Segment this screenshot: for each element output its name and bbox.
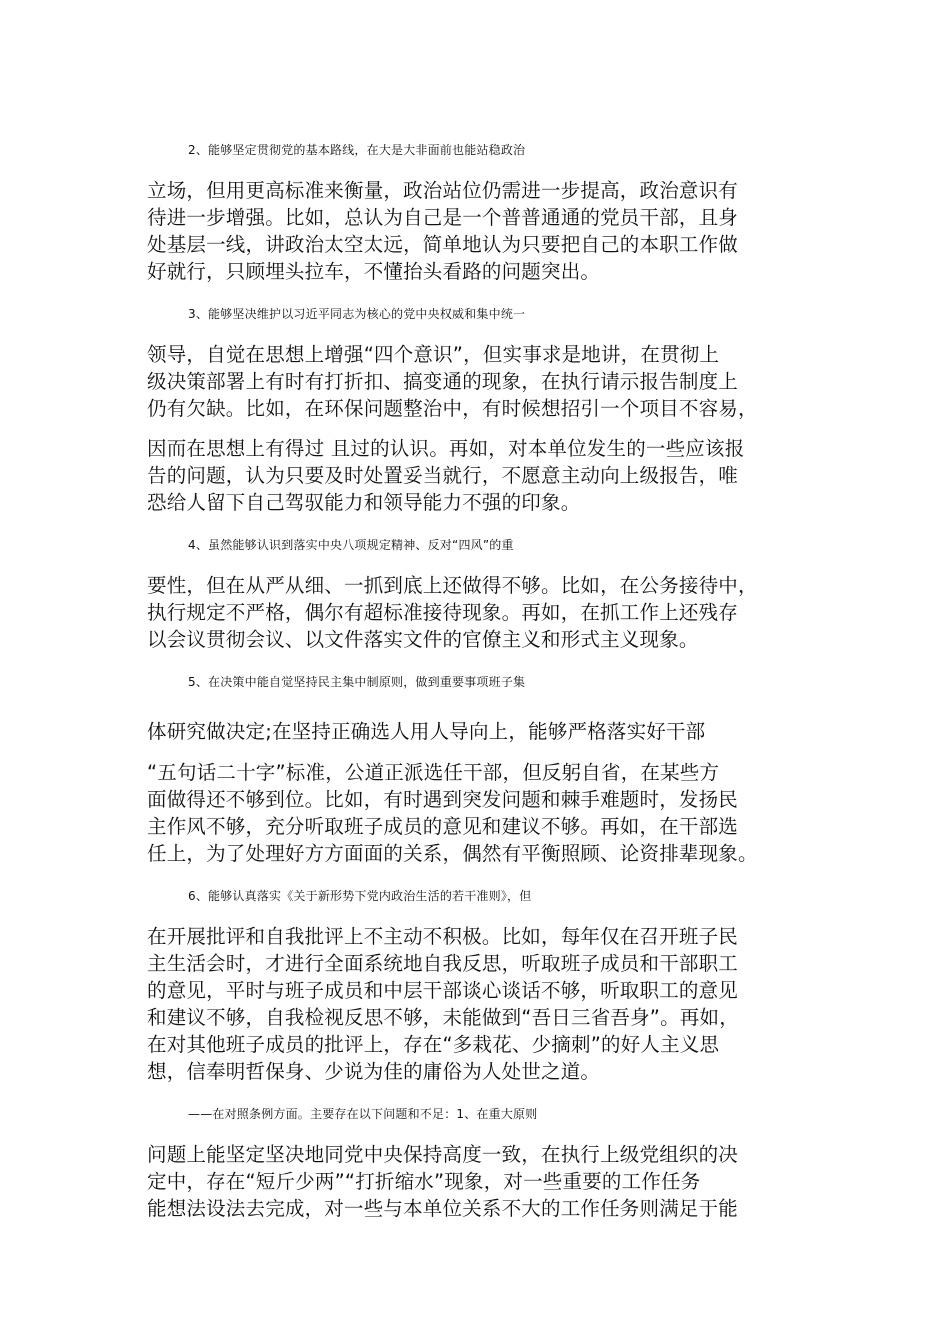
text-line: 定中，存在“短斤少两”“打折缩水”现象，对一些重要的工作任务 [147, 1170, 701, 1193]
text-line: 执行规定不严格，偶尔有超标准接待现象。再如，在抓工作上还残存 [147, 601, 739, 624]
text-line: 和建议不够，自我检视反思不够，未能做到“吾日三省吾身”。再如， [147, 1006, 739, 1029]
text-line: 待进一步增强。比如，总认为自己是一个普普通通的党员干部，且身 [147, 206, 739, 229]
text-line: 以会议贯彻会议、以文件落实文件的官僚主义和形式主义现象。 [147, 628, 699, 651]
text-line: “五句话二十字”标准，公道正派选任干部，但反躬自省，在某些方 [147, 761, 720, 784]
text-line: 能想法设法去完成，对一些与本单位关系不大的工作任务则满足于能 [147, 1197, 739, 1220]
text-line: 主作风不够，充分听取班子成员的意见和建议不够。再如，在干部选 [147, 815, 739, 838]
text-line: 恐给人留下自己驾驭能力和领导能力不强的印象。 [147, 491, 581, 514]
text-line: 领导，自觉在思想上增强“四个意识”，但实事求是地讲，在贯彻上 [147, 343, 720, 366]
text-line: 告的问题，认为只要及时处置妥当就行，不愿意主动向上级报告，唯 [147, 464, 739, 487]
text-line: 问题上能坚定坚决地同党中央保持高度一致，在执行上级党组织的决 [147, 1143, 739, 1166]
text-line: 处基层一线，讲政治太空太远，简单地认为只要把自己的本职工作做 [147, 233, 739, 256]
text-line: 因而在思想上有得过 且过的认识。再如，对本单位发生的一些应该报 [147, 437, 745, 460]
text-line: 3、能够坚决维护以习近平同志为核心的党中央权威和集中统一 [188, 307, 526, 321]
text-line: 要性，但在从严从细、一抓到底上还做得不够。比如，在公务接待中， [147, 574, 758, 597]
text-line: 主生活会时，才进行全面系统地自我反思，听取班子成员和干部职工 [147, 952, 739, 975]
text-line: 4、虽然能够认识到落实中央八项规定精神、反对“四风”的重 [188, 538, 514, 552]
text-line: 6、能够认真落实《关于新形势下党内政治生活的若干准则》，但 [188, 889, 532, 903]
text-line: 在开展批评和自我批评上不主动不积极。比如，每年仅在召开班子民 [147, 925, 739, 948]
text-line: 想，信奉明哲保身、少说为佳的庸俗为人处世之道。 [147, 1060, 601, 1083]
text-line: 任上，为了处理好方方面面的关系，偶然有平衡照顾、论资排辈现象。 [147, 842, 758, 865]
text-line: ——在对照条例方面。主要存在以下问题和不足：1、在重大原则 [188, 1107, 538, 1121]
text-line: 级决策部署上有时有打折扣、搞变通的现象，在执行请示报告制度上 [147, 370, 739, 393]
text-line: 仍有欠缺。比如，在环保问题整治中，有时候想招引一个项目不容易， [147, 397, 758, 420]
text-line: 面做得还不够到位。比如，有时遇到突发问题和棘手难题时，发扬民 [147, 788, 739, 811]
text-line: 5、在决策中能自觉坚持民主集中制原则，做到重要事项班子集 [188, 675, 526, 689]
text-line: 立场，但用更高标准来衡量，政治站位仍需进一步提高，政治意识有 [147, 179, 739, 202]
text-line: 2、能够坚定贯彻党的基本路线，在大是大非面前也能站稳政治 [188, 143, 526, 157]
text-line: 体研究做决定;在坚持正确选人用人导向上，能够严格落实好干部 [147, 720, 706, 743]
text-line: 在对其他班子成员的批评上，存在“多栽花、少摘刺”的好人主义思 [147, 1033, 720, 1056]
text-line: 的意见，平时与班子成员和中层干部谈心谈话不够，听取职工的意见 [147, 979, 739, 1002]
text-line: 好就行，只顾埋头拉车，不懂抬头看路的问题突出。 [147, 260, 601, 283]
